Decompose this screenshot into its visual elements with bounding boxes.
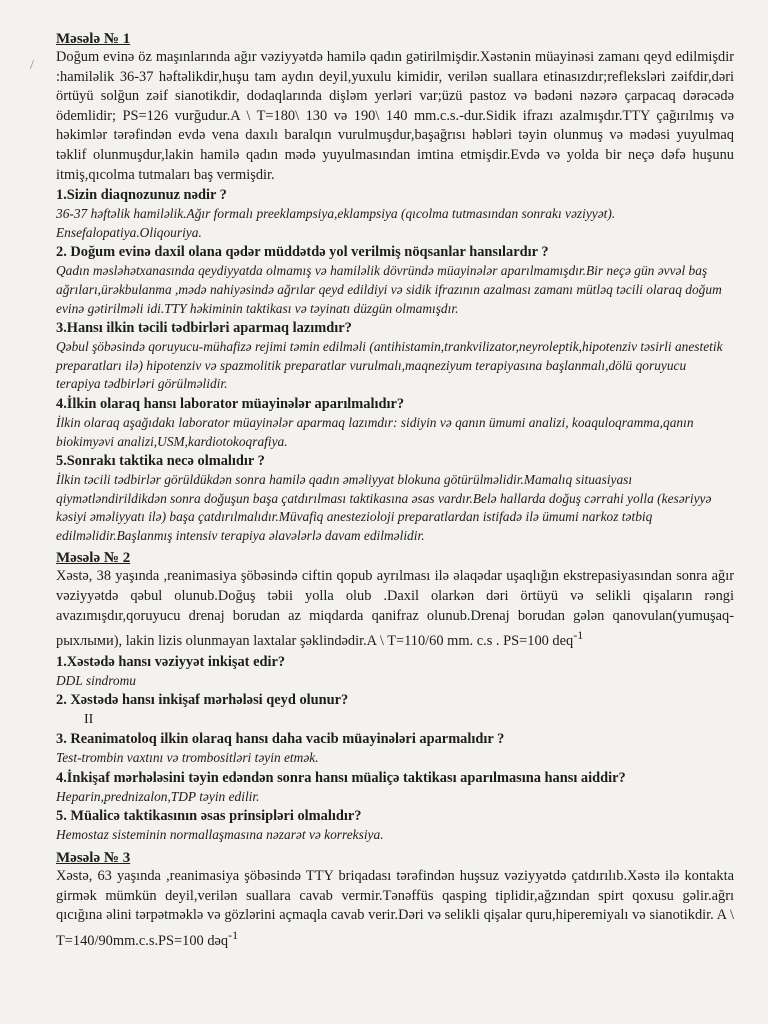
problem-2-answer-5: Hemostaz sisteminin normallaşmasına nəzarət və korreksiya. — [56, 827, 384, 843]
problem-3 — [56, 849, 734, 951]
problem-2-question-3: 3. Reanimatoloq ilkin olaraq hansı daha vacib müayinələri aparmalıdır ? — [56, 731, 505, 748]
problem-2-case-text: Xəstə, 38 yaşında ,reanimasiya şöbəsində ciftin qopub ayrılması ilə əlaqədar uşaqlığın ekstrepasiyasından sonra ağır vəziyyətdə qəbul olunub.Doğuş təbii yolla olub .Daxil olarkən dəri örtüyü və selikli qişaların rəngi avazımışdır,qoruyucu drenaj borudan az miqdarda qanifraz olunub.Drenaj borudan gələn qanovulan(yumuşaq- рыхлыми), lakin lizis olunmayan laxtalar şəklindədir.A \ T=110/60 mm. c.s . PS=100 deq — [56, 568, 734, 650]
problem-1-answer-1: 36-37 həftəlik hamiləlik.Ağır formalı preeklampsiya,eklampsiya (qıcolma tutmasından sonrakı vəziyyət). Ensefalopatiya.Oliqouriya. — [56, 206, 616, 240]
problem-3-title: Məsələ № 3 — [56, 850, 131, 867]
problem-2-answer-4: Heparin,prednizalon,TDP təyin edilir. — [56, 788, 260, 804]
problem-2-case — [56, 567, 734, 651]
problem-3-case-text: Xəstə, 63 yaşında ,reanimasiya şöbəsində TTY briqadası tərəfindən huşsuz vəziyyətdə çatdırılıb.Xəstə ilə kontakta girmək mümkün deyil,verilən suallara cavab vermir.Tənəffüs qasping tiplidir,ağzından spirt qoxusu gəlir.ağrı qıcığına əlini tərpətməklə və gözlərini açmaqla cavab verir.Dəri və selikli qişalar quru,hiperemiyalı və sianotikdir. A \ T=140/90mm.c.s.PS=100 dəq — [56, 868, 734, 949]
problem-1-answer-5: İlkin təcili tədbirlər görüldükdən sonra hamilə qadın əməliyyat blokuna götürülməlidir.Mamalıq situasiyası qiymətləndirildikdən sonra doğuşun başa çatdırılması taktikasına əsas vardır.Belə hallarda doğuş cərrahi yolla (kesəriyyə kəsiyi əməliyyatı ilə) başa çatdırılmalıdır.Müvafiq anestezioloji preparatlardan istifadə ilə ümumi narkoz tətbiq edilməlidir.Başlanmış intensiv terapiya əlavələrlə davam edilməlidir. — [56, 472, 712, 543]
problem-3-case-superscript: -1 — [228, 927, 239, 942]
problem-2-question-5: 5. Müalicə taktikasının əsas prinsipləri olmalıdır? — [56, 808, 362, 825]
problem-2 — [56, 549, 734, 845]
problem-1-question-3: 3.Hansı ilkin təcili tədbirləri aparmaq lazımdır? — [56, 320, 352, 337]
problem-2-case-superscript: -1 — [573, 628, 584, 643]
problem-2-answer-1: DDL sindromu — [56, 672, 136, 688]
problem-2-question-4: 4.İnkişaf mərhələsini təyin edəndən sonra hansı müaliçə taktikası aparılmasına hansı aiddir? — [56, 769, 626, 786]
problem-1-answer-3: Qəbul şöbəsində qoruyucu-mühafizə rejimi təmin edilməli (antihistamin,trankvilizator,neyroleptik,hipotenziv təsirli anestetik preparatları ilə) hipotenziv və spazmolitik preparatlar vurulmalı,maqneziyum terapiyasına başlanmalı,dölü qoruyucu terapiya tədbirləri görülməlidir. — [56, 339, 723, 392]
problem-1-case: Doğum evinə öz maşınlarında ağır vəziyyətdə hamilə qadın gətirilmişdir.Xəstənin müayinəsi zamanı qeyd edilmişdir :hamiləlik 36-37 həftəlikdir,huşu tam aydın deyil,yuxulu kimidir, verilən suallara etinasızdır;refleksləri zəifdir,dəri örtüyü solğun zəif sianotikdir, dodaqlarında dişləm yerləri var;üzü pastoz və bədəni nəzərə çarpacaq dərəcədə ödemlidir; PS=126 vurğudur.A \ T=180\ 130 və 190\ 140 mm.c.s.-dur.Sidik ifrazı azalmışdır.TTY çağırılmış və həkimlər tərəfindən evdə vena daxılı baralqın vurulmuşdur,başağrısı həbləri təyin olunmuş və mədəsi yuyulmaq təklif olunmuşdur,lakin hamilə qadın mədə yuyulmasından imtina etmişdir.Evdə və yolda bir neçə dəfə huşunu itmiş,qıcolma tutmaları baş vermişdir. — [56, 49, 734, 183]
problem-1-answer-4: İlkin olaraq aşağıdakı laborator müayinələr aparmaq lazımdır: sidiyin və qanın ümumi analizi, koaquloqramma,qanın biokimyəvi analizi,USM,kardiotokoqrafiya. — [56, 414, 694, 449]
problem-1-question-4: 4.İlkin olaraq hansı laborator müayinələr aparılmalıdır? — [56, 395, 405, 412]
problem-1 — [56, 30, 734, 545]
pen-mark: / — [30, 58, 34, 73]
problem-1-question-2: 2. Doğum evinə daxil olana qədər müddətdə yol verilmiş nöqsanlar hansılardır ? — [56, 244, 549, 261]
problem-2-answer-3: Test-trombin vaxtını və trombositləri təyin etmək. — [56, 750, 319, 766]
problem-1-title: Məsələ № 1 — [56, 31, 131, 47]
problem-1-question-1: 1.Sizin diaqnozunuz nədir ? — [56, 187, 227, 204]
problem-1-question-5: 5.Sonrakı taktika necə olmalıdır ? — [56, 453, 265, 470]
problem-2-answer-2: II — [84, 712, 94, 728]
problem-2-question-1: 1.Xəstədə hansı vəziyyət inkişat edir? — [56, 653, 286, 670]
problem-3-case — [56, 867, 734, 951]
problem-2-question-2: 2. Xəstədə hansı inkişaf mərhələsi qeyd olunur? — [56, 692, 349, 709]
problem-1-answer-2: Qadın məsləhətxanasında qeydiyyatda olmamış və hamiləlik dövründə müayinələr aparılmamışdır.Bir neçə gün əvvəl baş ağrıları,ürəkbulanma ,mədə nahiyəsində ağrılar qeyd edildiyi və sidik ifrazının azalması zamanı mütləq təcili olaraq doğum evinə gətirilməli idi.TTY həkiminin taktikası və təyinatı düzgün olmamışdır. — [56, 263, 722, 316]
problem-2-title: Məsələ № 2 — [56, 550, 131, 567]
